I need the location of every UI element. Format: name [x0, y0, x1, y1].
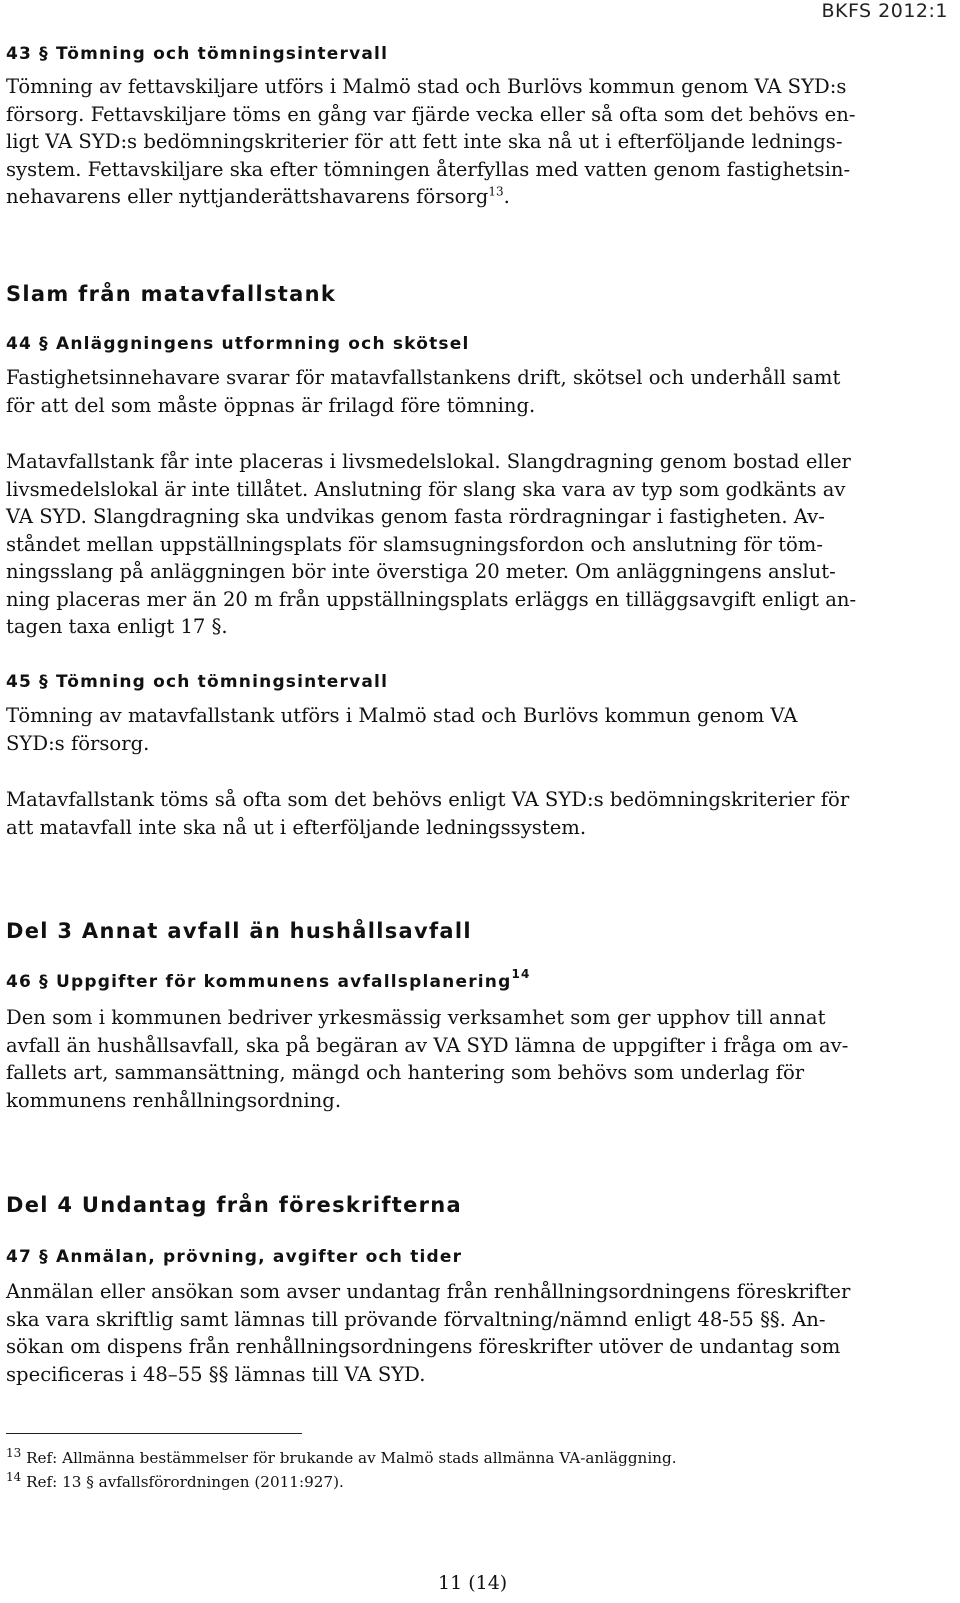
text-line: [6, 183, 951, 211]
section-45-heading: 45 § Tömning och tömningsintervall: [6, 672, 389, 692]
del-4-heading: Del 4 Undantag från föreskrifterna: [6, 1193, 463, 1217]
text-line: VA SYD. Slangdragning ska undvikas genom fasta rördragningar i fastigheten. Av-: [6, 505, 825, 528]
text-line: specificeras i 48–55 §§ lämnas till VA SYD.: [6, 1362, 426, 1386]
text-line-content: nehavarens eller nyttjanderättshavarens försorg: [6, 185, 489, 208]
text-line: ska vara skriftlig samt lämnas till prövande förvaltning/nämnd enligt 48-55 §§. An-: [6, 1307, 826, 1331]
text-line: fallets art, sammansättning, mängd och hantering som behövs som underlag för: [6, 1061, 805, 1084]
text-line: Tömning av matavfallstank utförs i Malmö stad och Burlövs kommun genom VA: [6, 704, 798, 727]
section-45-paragraph-1: [6, 702, 951, 757]
text-line: ningsslang på anläggningen bör inte överstiga 20 meter. Om anläggningens anslut-: [6, 560, 836, 583]
footnote-text: Ref: 13 § avfallsförordningen (2011:927).: [26, 1473, 344, 1491]
footnote-number: 13: [6, 1445, 22, 1460]
text-line: försorg. Fettavskiljare töms en gång var fjärde vecka eller så ofta som det behövs en-: [6, 102, 856, 126]
text-line: tagen taxa enligt 17 §.: [6, 615, 228, 638]
text-line: Den som i kommunen bedriver yrkesmässig verksamhet som ger upphov till annat: [6, 1006, 826, 1029]
section-44-heading: 44 § Anläggningens utformning och skötsel: [6, 334, 470, 354]
text-line: för att del som måste öppnas är frilagd före tömning.: [6, 393, 536, 417]
text-line: kommunens renhållningsordning.: [6, 1088, 342, 1112]
footnote-14: [6, 1469, 344, 1491]
section-43-body: [6, 73, 951, 211]
footnote-ref-14[interactable]: 14: [511, 967, 531, 982]
footnote-text: Ref: Allmänna bestämmelser för brukande av Malmö stads allmänna VA-anläggning.: [26, 1449, 677, 1467]
section-46-body: [6, 1004, 951, 1114]
footnote-ref-13[interactable]: 13: [488, 184, 504, 199]
section-47-heading: 47 § Anmälan, prövning, avgifter och tider: [6, 1247, 463, 1267]
footnote-13: [6, 1445, 677, 1467]
del-3-heading: Del 3 Annat avfall än hushållsavfall: [6, 919, 472, 943]
text-line: livsmedelslokal är inte tillåtet. Anslutning för slang ska vara av typ som godkänts av: [6, 477, 846, 501]
footnote-divider: [6, 1433, 302, 1434]
page-number: 11 (14): [438, 1572, 508, 1594]
text-line: avfall än hushållsavfall, ska på begäran av VA SYD lämna de uppgifter i fråga om av-: [6, 1033, 849, 1057]
section-43-heading: 43 § Tömning och tömningsintervall: [6, 44, 389, 64]
text-line: Matavfallstank får inte placeras i livsmedelslokal. Slangdragning genom bostad eller: [6, 450, 851, 473]
text-line: Matavfallstank töms så ofta som det behövs enligt VA SYD:s bedömningskriterier för: [6, 788, 850, 811]
text-line: SYD:s försorg.: [6, 731, 150, 755]
text-line: ning placeras mer än 20 m från uppställningsplats erläggs en tilläggsavgift enligt an-: [6, 587, 857, 611]
text-line: Fastighetsinnehavare svarar för matavfallstankens drift, skötsel och underhåll samt: [6, 366, 841, 389]
text-line: system. Fettavskiljare ska efter tömningen återfyllas med vatten genom fastighetsin-: [6, 157, 851, 181]
text-line: ligt VA SYD:s bedömningskriterier för att fett inte ska nå ut i efterföljande lednings-: [6, 130, 843, 153]
text-line: att matavfall inte ska nå ut i efterföljande ledningssystem.: [6, 815, 587, 839]
line-end: .: [503, 185, 510, 208]
section-45-paragraph-2: [6, 786, 951, 841]
text-line: ståndet mellan uppställningsplats för slamsugningsfordon och anslutning för töm-: [6, 532, 823, 556]
section-47-body: [6, 1278, 951, 1388]
text-line: sökan om dispens från renhållningsordningens föreskrifter utöver de undantag som: [6, 1335, 841, 1358]
text-line: Anmälan eller ansökan som avser undantag från renhållningsordningens föreskrifter: [6, 1280, 851, 1303]
section-44-paragraph-1: [6, 364, 951, 419]
footnote-number: 14: [6, 1469, 22, 1484]
section-46-heading: [6, 967, 531, 992]
text-line: Tömning av fettavskiljare utförs i Malmö stad och Burlövs kommun genom VA SYD:s: [6, 75, 847, 98]
section-44-paragraph-2: [6, 448, 951, 641]
document-code: BKFS 2012:1: [821, 0, 948, 22]
slam-heading: Slam från matavfallstank: [6, 282, 337, 306]
section-46-heading-text: 46 § Uppgifter för kommunens avfallsplanering: [6, 972, 512, 992]
